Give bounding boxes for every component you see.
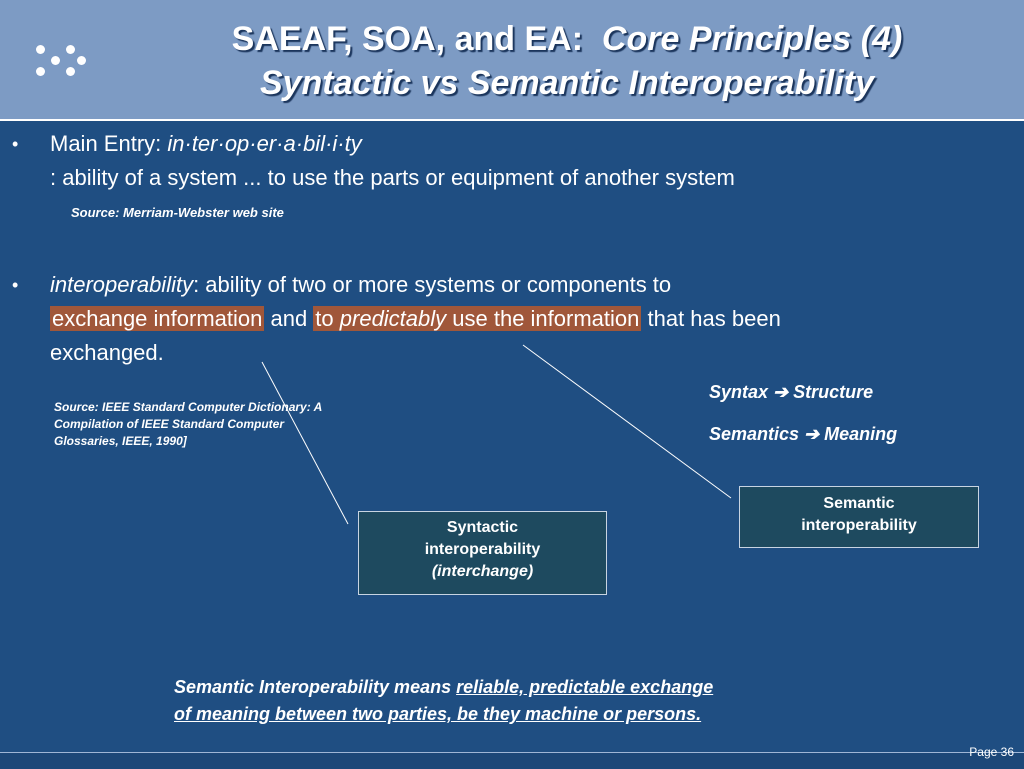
main-entry-word: in·ter·op·er·a·bil·i·ty [167,131,362,156]
slide-title-line2: Syntactic vs Semantic Interoperability [259,64,875,102]
semantic-interoperability-box: Semantic interoperability [739,486,979,548]
connector-syntactic [262,362,348,524]
conclusion-underlined-2: of meaning between two parties, be they machine or persons. [174,704,702,724]
highlight-use-information: to predictably use the information [315,306,640,331]
definition-part1: : ability of two or more systems or components to [193,272,672,297]
conclusion-statement [174,674,894,728]
highlight-exchange-information: exchange information [52,306,263,331]
bullet-marker: • [12,275,19,295]
title-italic: Core Principles (4) [601,20,903,58]
main-entry-prefix: Main Entry: [50,131,168,156]
conjunction-and: and [264,306,314,331]
source-ieee: Source: IEEE Standard Computer Dictionary: A Compilation of IEEE Standard Computer Glossaries, IEEE, 1990] [54,400,323,448]
conclusion-underlined-1: reliable, predictable exchange [456,677,714,697]
syntactic-interoperability-box: Syntactic interoperability (interchange) [358,511,607,595]
definition-part3: exchanged. [50,340,164,365]
footer-bar [0,752,1024,769]
conclusion-plain: Semantic Interoperability means [174,677,457,697]
definition-part2: that has been [641,306,781,331]
connector-semantic [523,345,731,498]
bullet-marker: • [12,134,19,154]
source-merriam-webster: Source: Merriam-Webster web site [71,205,284,220]
semantics-meaning-note: Semantics ➔ Meaning [709,424,898,444]
syntax-structure-note: Syntax ➔ Structure [709,382,874,402]
title-plain: SAEAF, SOA, and EA: [231,20,584,58]
term-interoperability: interoperability [50,272,194,297]
page-number: Page 36 [969,745,1014,759]
main-entry-definition: : ability of a system ... to use the parts or equipment of another system [50,165,735,190]
